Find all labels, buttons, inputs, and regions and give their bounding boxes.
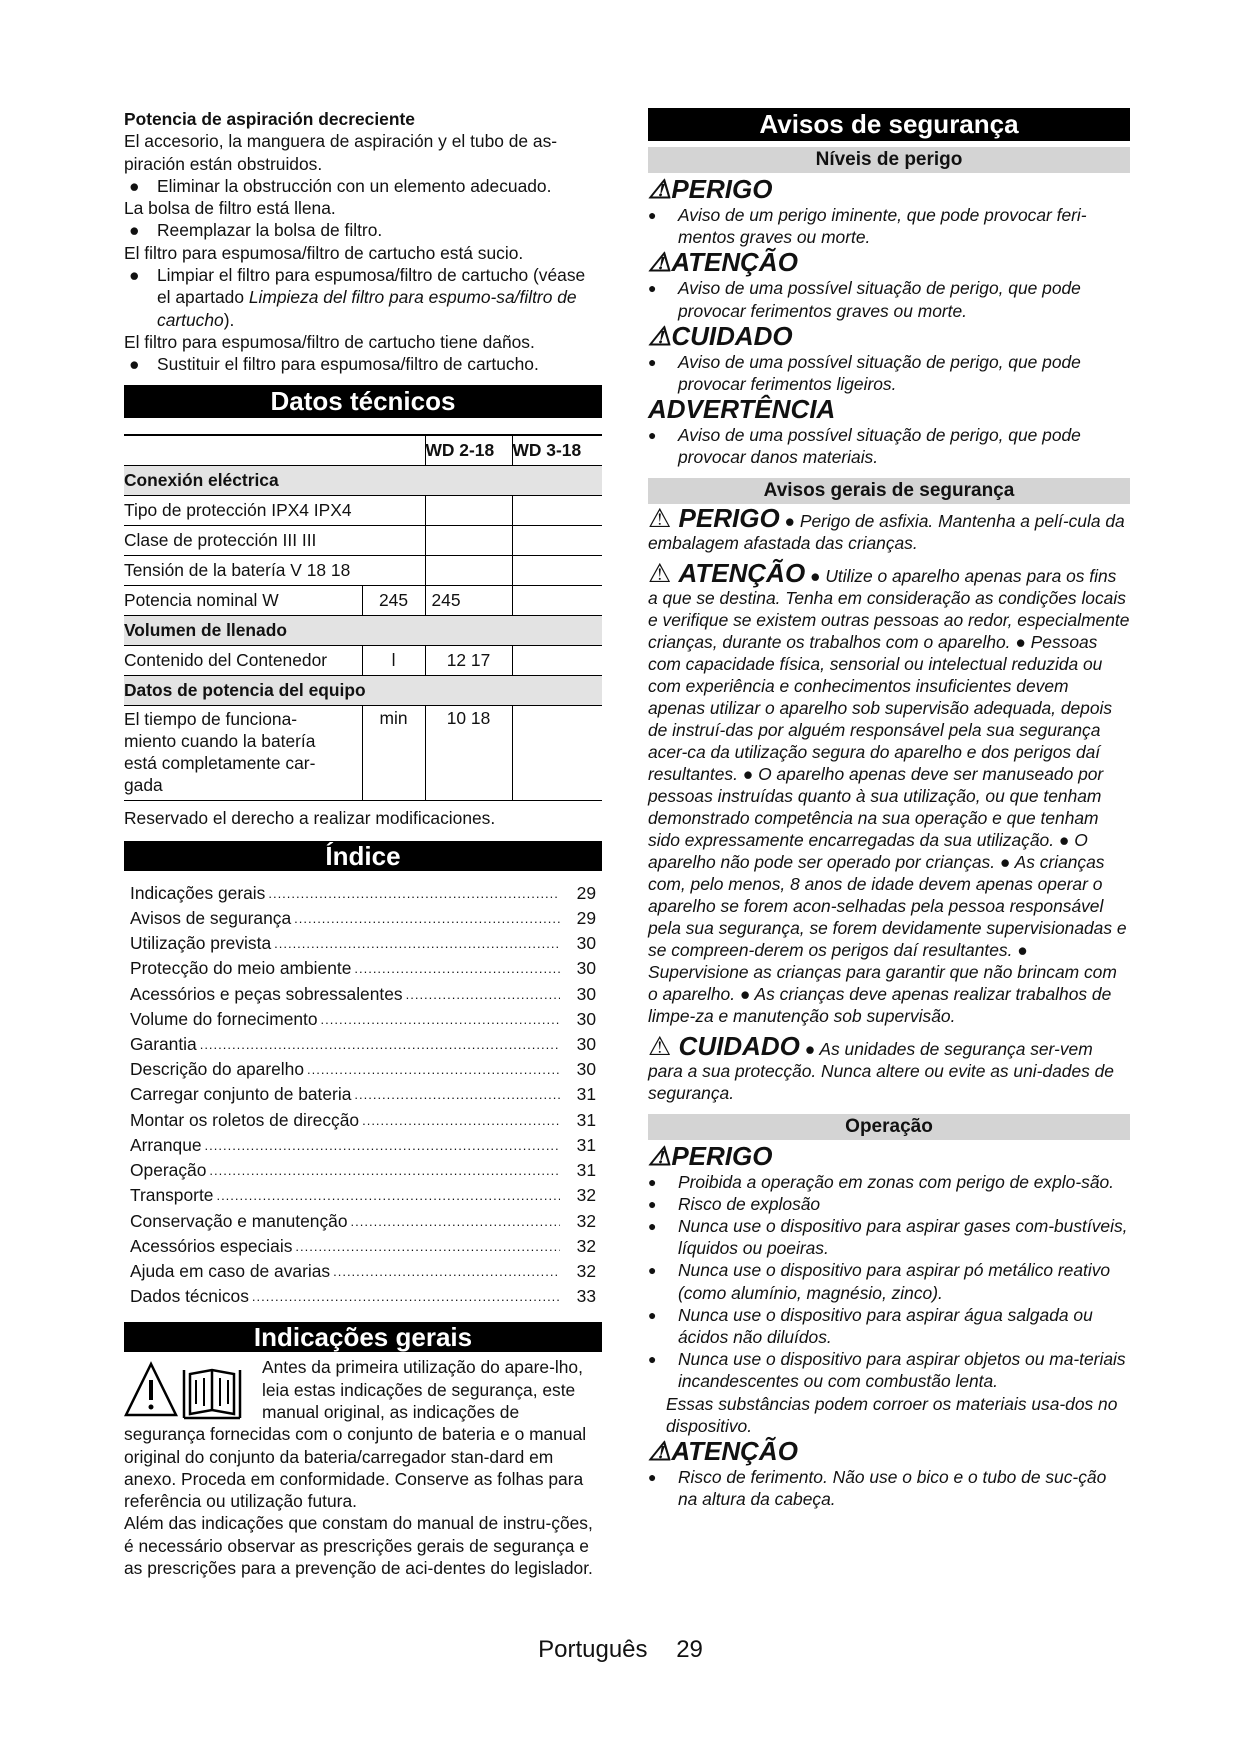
warning-triangle-icon: ⚠: [648, 174, 672, 204]
index-entry-label: Montar os roletos de direcção: [130, 1109, 360, 1130]
operation-hazard-item: ● Nunca use o dispositivo para aspirar objetos ou ma-teriais incandescentes ou com combustão lenta.: [648, 1349, 1126, 1392]
right-column: [648, 108, 1130, 1510]
index-entry: [130, 1032, 596, 1057]
index-entry-label: Indicações gerais: [130, 882, 266, 903]
table-cell-label: El tiempo de funciona-miento cuando la batería está completamente car-gada: [124, 705, 362, 800]
operation-hazard-item: ● Nunca use o dispositivo para aspirar gases com-bustíveis, líquidos ou poeiras.: [648, 1216, 1128, 1259]
index-entry: [130, 1158, 596, 1183]
dot-leader: [354, 956, 560, 981]
signal-word-atencao: ⚠ATENÇÃO: [648, 1435, 798, 1466]
table-row: Clase de protección III III: [124, 525, 425, 555]
hazard-description: ● Aviso de uma possível situação de perigo, que pode provocar danos materiais.: [648, 425, 1081, 468]
dot-leader: [252, 1284, 560, 1309]
action-item: ● Sustituir el filtro para espumosa/filtro de cartucho.: [129, 354, 539, 375]
bullet-icon: ●: [648, 1306, 657, 1323]
dot-leader: [295, 1234, 560, 1259]
index-entry-label: Garantia: [130, 1034, 197, 1055]
operation-note: Essas substâncias podem corroer os materiais usa-dos no dispositivo.: [666, 1393, 1118, 1436]
dot-leader: [307, 1057, 560, 1082]
section-reference: Limpieza del filtro para espumo-sa/filtro de cartucho: [157, 287, 577, 330]
warning-triangle-icon: ⚠: [648, 1435, 672, 1466]
operation-heading: Operação: [648, 1114, 1130, 1140]
index-entry-page: 31: [576, 1109, 596, 1130]
section-performance: Datos de potencia del equipo: [124, 675, 602, 705]
signal-word-atencao: ⚠ATENÇÃO: [648, 247, 798, 278]
index-list: [124, 881, 602, 1309]
operation-hazard-item: ● Risco de explosão: [648, 1193, 821, 1214]
general-warning-atencao: ⚠ ATENÇÃO ● Utilize o aparelho apenas para os fins a que se destina. Tenha em consideração as condições locais e verifique se existem outras pessoas ao redor, especialmente crianças, durante os trabalhos com o aparelho. ● Pessoas com capacidade física, sensorial ou intelectual reduzida ou com experiência e conhecimentos insuficientes devem apenas utilizar o aparelho sob supervisão adequada, depois de instruí-das por alguém responsável pela sua segurança acer-ca da utilização segura do aparelho e dos perigos daí resultantes. ● O aparelho apenas deve ser manuseado por pessoas instruídas quanto à sua utilização, ou que tenham demonstrado competência na sua operação e que tenham sido expressamente encarregadas da sua utilização. ● O aparelho não pode ser operado por crianças. ● As crianças com, pelo menos, 8 anos de idade devem apenas operar o aparelho se forem acon-selhadas pela pessoa responsável pela sua segurança, se forem devidamente supervisionadas e se compreen-derem os perigos daí resultantes. ● Supervisione as crianças para garantir que não brincam com o aparelho. ● As crianças deve apenas realizar trabalhos de limpe-za e manutenção sob supervisão.: [648, 557, 1130, 1026]
table-cell-unit: min: [362, 705, 425, 800]
bullet-icon: ●: [648, 1173, 657, 1190]
index-entry: [130, 1234, 596, 1259]
index-entry-page: 31: [576, 1160, 596, 1181]
operation-hazard-item: ● Nunca use o dispositivo para aspirar água salgada ou ácidos não diluídos.: [648, 1304, 1093, 1348]
cause-text: El filtro para espumosa/filtro de cartucho está sucio.: [124, 242, 524, 263]
column-header-wd218: WD 2-18: [425, 435, 512, 466]
hazard-description: ● Aviso de uma possível situação de perigo, que pode provocar ferimentos ligeiros.: [648, 351, 1081, 395]
index-entry: [130, 1082, 596, 1107]
general-paragraph: Antes da primeira utilização do apare-lho, leia estas indicações de segurança, este manual original, as indicações de segurança fornecidas com o conjunto de bateria e o manual original do conjunto da bateria/carregador stan-dard em anexo. Proceda em conformidade. Conserve as folhas para referência ou utilização futura.: [124, 1357, 587, 1512]
index-entry-label: Acessórios especiais: [130, 1235, 293, 1256]
action-item: ● Eliminar la obstrucción con un elemento adecuado.: [129, 175, 552, 196]
cause-text: El filtro para espumosa/filtro de cartucho tiene daños.: [124, 331, 535, 352]
dot-leader: [294, 906, 560, 931]
index-entry-label: Descrição do aparelho: [130, 1059, 305, 1080]
general-warning-cuidado: ⚠ CUIDADO ● As unidades de segurança ser-vem para a sua protecção. Nunca altere ou evite as uni-dades de segurança.: [648, 1030, 1114, 1103]
index-entry-page: 31: [576, 1084, 596, 1105]
index-entry-page: 29: [576, 882, 596, 903]
hazard-description: ● Aviso de um perigo iminente, que pode provocar feri-mentos graves ou morte.: [648, 205, 1087, 248]
index-entry-label: Utilização prevista: [130, 933, 272, 954]
index-entry: [130, 906, 596, 931]
index-entry-page: 32: [576, 1185, 596, 1206]
dot-leader: [333, 1259, 560, 1284]
table-cell-value: 245: [425, 585, 512, 615]
warning-triangle-icon: ⚠: [648, 502, 679, 533]
index-entry-label: Transporte: [130, 1185, 214, 1206]
index-entry-label: Volume do fornecimento: [130, 1008, 318, 1029]
index-entry-page: 33: [576, 1286, 596, 1307]
index-entry: [130, 1007, 596, 1032]
dot-leader: [205, 1133, 560, 1158]
index-entry-label: Arranque: [130, 1134, 202, 1155]
table-cell-value: 245: [362, 585, 425, 615]
tech-data-heading: Datos técnicos: [124, 385, 602, 418]
table-cell-value: 12 17: [425, 645, 512, 675]
index-entry-page: 30: [576, 958, 596, 979]
hazard-description: ● Risco de ferimento. Não use o bico e o tubo de suc-ção na altura da cabeça.: [648, 1466, 1107, 1509]
action-item: ● Reemplazar la bolsa de filtro.: [129, 220, 383, 241]
index-entry-page: 29: [576, 908, 596, 929]
general-warning-perigo: ⚠ PERIGO ● Perigo de asfixia. Mantenha a pelí-cula da embalagem afastada das crianças.: [648, 502, 1125, 553]
index-entry: [130, 931, 596, 956]
dot-leader: [354, 1082, 560, 1107]
bullet-icon: ●: [648, 1262, 657, 1279]
dot-leader: [362, 1108, 560, 1133]
dot-leader: [209, 1158, 560, 1183]
index-entry: [130, 1108, 596, 1133]
warning-triangle-icon: ⚠: [648, 320, 672, 351]
column-header-wd318: WD 3-18: [512, 435, 602, 466]
index-entry-page: 32: [576, 1210, 596, 1231]
signal-word-cuidado: ⚠CUIDADO: [648, 320, 793, 351]
table-row: Tensión de la batería V 18 18: [124, 555, 425, 585]
general-heading: Indicações gerais: [124, 1322, 602, 1352]
index-entry-page: 32: [576, 1260, 596, 1281]
index-entry: [130, 1259, 596, 1284]
table-cell-value: 10 18: [425, 705, 512, 800]
index-entry-label: Avisos de segurança: [130, 908, 292, 929]
tech-data-table: [124, 434, 602, 801]
index-entry-page: 30: [576, 1034, 596, 1055]
dot-leader: [406, 982, 560, 1007]
page-footer: [0, 1636, 1241, 1664]
operation-hazard-item: ● Proibida a operação em zonas com perigo de explo-são.: [648, 1171, 1114, 1192]
footer-language: Português: [538, 1636, 648, 1663]
reserved-note: Reservado el derecho a realizar modificaciones.: [124, 807, 496, 828]
index-entry-page: 32: [576, 1235, 596, 1256]
bullet-icon: ●: [129, 175, 140, 196]
bullet-icon: ●: [648, 1195, 657, 1212]
index-entry: [130, 1209, 596, 1234]
index-entry-label: Protecção do meio ambiente: [130, 958, 352, 979]
table-cell-label: Contenido del Contenedor: [124, 645, 362, 675]
general-paragraph: Além das indicações que constam do manual de instru-ções, é necessário observar as prescrições gerais de segurança e as prescrições para a prevenção de aci-dentes do legislador.: [124, 1513, 593, 1578]
index-entry: [130, 1133, 596, 1158]
bullet-icon: ●: [129, 265, 140, 286]
bullet-icon: ●: [648, 1218, 657, 1235]
index-entry-page: 30: [576, 933, 596, 954]
warning-triangle-icon: ⚠: [648, 1030, 679, 1061]
warning-triangle-icon: ⚠: [648, 557, 679, 588]
table-cell-label: Potencia nominal W: [124, 585, 362, 615]
troubleshoot-heading: Potencia de aspiración decreciente: [124, 109, 415, 129]
hazard-levels-heading: Níveis de perigo: [648, 147, 1130, 173]
operation-hazard-list: [648, 1171, 1130, 1393]
index-entry-label: Carregar conjunto de bateria: [130, 1084, 352, 1105]
index-entry-label: Dados técnicos: [130, 1286, 249, 1307]
index-entry: [130, 881, 596, 906]
general-section: [124, 1356, 602, 1579]
index-entry-page: 30: [576, 1059, 596, 1080]
index-entry-label: Acessórios e peças sobressalentes: [130, 983, 403, 1004]
signal-word-perigo: ⚠PERIGO: [648, 1140, 773, 1171]
table-cell-unit: l: [362, 645, 425, 675]
page-number: 29: [676, 1636, 703, 1663]
general-safety-heading: Avisos gerais de segurança: [648, 478, 1130, 504]
warning-triangle-icon: ⚠: [648, 247, 672, 278]
dot-leader: [216, 1183, 560, 1208]
bullet-icon: ●: [129, 220, 140, 241]
safety-heading: Avisos de segurança: [648, 108, 1130, 141]
index-entry: [130, 956, 596, 981]
index-entry: [130, 1284, 596, 1309]
bullet-icon: ●: [129, 354, 140, 375]
dot-leader: [268, 881, 560, 906]
index-entry-page: 30: [576, 1008, 596, 1029]
cause-text: El accesorio, la manguera de aspiración y el tubo de as-piración están obstruidos.: [124, 131, 558, 174]
index-entry: [130, 1057, 596, 1082]
section-electric: Conexión eléctrica: [124, 465, 602, 495]
index-entry-label: Operação: [130, 1160, 207, 1181]
table-row: Tipo de protección IPX4 IPX4: [124, 495, 425, 525]
dot-leader: [351, 1209, 560, 1234]
action-item: ● Limpiar el filtro para espumosa/filtro de cartucho (véase el apartado Limpieza del filtro para espumo-sa/filtro de cartucho).: [129, 265, 586, 330]
dot-leader: [200, 1032, 560, 1057]
dot-leader: [274, 931, 560, 956]
index-entry-label: Ajuda em caso de avarias: [130, 1260, 331, 1281]
warning-triangle-icon: ⚠: [648, 1140, 672, 1171]
operation-hazard-item: ● Nunca use o dispositivo para aspirar pó metálico reativo (como alumínio, magnésio, zinco).: [648, 1260, 1111, 1303]
index-entry-page: 30: [576, 983, 596, 1004]
index-entry-label: Conservação e manutenção: [130, 1210, 348, 1231]
signal-word-perigo: ⚠PERIGO: [648, 174, 773, 204]
bullet-icon: ●: [648, 1351, 657, 1368]
index-entry-page: 31: [576, 1134, 596, 1155]
index-entry: [130, 1183, 596, 1208]
index-heading: Índice: [124, 841, 602, 871]
dot-leader: [321, 1007, 560, 1032]
index-entry: [130, 982, 596, 1007]
left-column: [124, 108, 602, 1579]
warning-manual-icon: [124, 1360, 254, 1420]
cause-text: La bolsa de filtro está llena.: [124, 198, 336, 219]
hazard-description: ● Aviso de uma possível situação de perigo, que pode provocar ferimentos graves ou morte.: [648, 278, 1081, 321]
signal-word-advertencia: ADVERTÊNCIA: [648, 394, 836, 425]
section-volume: Volumen de llenado: [124, 615, 602, 645]
